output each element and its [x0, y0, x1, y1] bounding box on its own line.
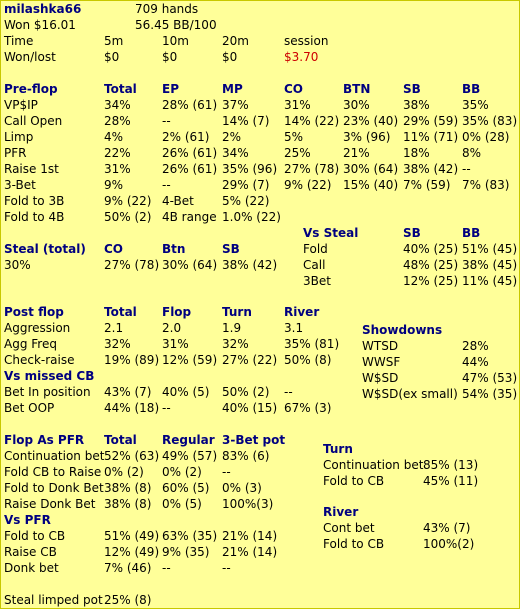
- wonlost-label: Won/lost: [4, 50, 56, 64]
- preflop-row-2-cell-4: 5%: [284, 130, 304, 144]
- postflop-row-1-cell-2: 31%: [162, 337, 189, 351]
- flop-pfr-row-0-cell-0: Continuation bet: [4, 449, 105, 463]
- vs-steal-col-bb: BB: [462, 226, 481, 240]
- preflop-row-4-cell-4: 27% (78): [284, 162, 340, 176]
- preflop-row-1-cell-0: Call Open: [4, 114, 63, 128]
- hands-count: 709 hands: [135, 2, 199, 16]
- preflop-row-4-cell-6: 38% (42): [403, 162, 459, 176]
- won-amount: Won $16.01: [4, 18, 76, 32]
- preflop-row-1-cell-2: --: [162, 114, 171, 128]
- preflop-row-0-cell-5: 30%: [343, 98, 370, 112]
- vs-steal-row-0-cell-1: 40% (25): [403, 242, 459, 256]
- turn-row-1-cell-1: 45% (11): [423, 474, 479, 488]
- steal-btn: 30% (64): [162, 258, 218, 272]
- steal-col-btn: Btn: [162, 242, 186, 256]
- missed-cb-row-1-cell-4: 67% (3): [284, 401, 332, 415]
- vs-steal-row-1-cell-2: 38% (45): [462, 258, 518, 272]
- preflop-row-1-cell-3: 14% (7): [222, 114, 270, 128]
- missed-cb-title: Vs missed CB: [4, 369, 95, 383]
- flop-pfr-row-2-cell-1: 38% (8): [104, 481, 152, 495]
- postflop-row-0-cell-4: 3.1: [284, 321, 304, 335]
- preflop-row-4-cell-2: 26% (61): [162, 162, 218, 176]
- preflop-row-4-cell-1: 31%: [104, 162, 131, 176]
- flop-pfr-row-1-cell-0: Fold CB to Raise: [4, 465, 102, 479]
- time-col-5m: 5m: [104, 34, 124, 48]
- steal-col-co: CO: [104, 242, 124, 256]
- preflop-row-1-cell-7: 35% (83): [462, 114, 518, 128]
- preflop-col-sb: SB: [403, 82, 421, 96]
- missed-cb-row-0-cell-4: --: [284, 385, 293, 399]
- preflop-col-bb: BB: [462, 82, 481, 96]
- preflop-row-7-cell-2: 4B range: [162, 210, 217, 224]
- preflop-col-co: CO: [284, 82, 304, 96]
- preflop-row-0-cell-7: 35%: [462, 98, 489, 112]
- preflop-col-mp: MP: [222, 82, 243, 96]
- time-col-20m: 20m: [222, 34, 249, 48]
- showdowns-row-2-cell-1: 47% (53): [462, 371, 518, 385]
- flop-pfr-row-3-cell-0: Raise Donk Bet: [4, 497, 96, 511]
- preflop-row-5-cell-4: 9% (22): [284, 178, 332, 192]
- postflop-row-1-cell-4: 35% (81): [284, 337, 340, 351]
- postflop-row-1-cell-0: Agg Freq: [4, 337, 57, 351]
- steal-total: 30%: [4, 258, 31, 272]
- postflop-title: Post flop: [4, 305, 64, 319]
- preflop-title: Pre-flop: [4, 82, 58, 96]
- steal-col-sb: SB: [222, 242, 240, 256]
- player-name: milashka66: [4, 2, 82, 16]
- flop-pfr-row-0-cell-1: 52% (63): [104, 449, 160, 463]
- flop-pfr-row-0-cell-3: 83% (6): [222, 449, 270, 463]
- flop-pfr-row-2-cell-0: Fold to Donk Bet: [4, 481, 104, 495]
- missed-cb-row-0-cell-3: 50% (2): [222, 385, 270, 399]
- showdowns-row-0-cell-1: 28%: [462, 339, 489, 353]
- vs-pfr-row-0-cell-3: 21% (14): [222, 529, 278, 543]
- postflop-row-0-cell-0: Aggression: [4, 321, 71, 335]
- flop-pfr-row-1-cell-2: 0% (2): [162, 465, 202, 479]
- postflop-col-total: Total: [104, 305, 137, 319]
- vs-steal-title: Vs Steal: [303, 226, 359, 240]
- bb-per-100: 56.45 BB/100: [135, 18, 217, 32]
- river-title: River: [323, 505, 359, 519]
- preflop-row-6-cell-1: 9% (22): [104, 194, 152, 208]
- time-col-session: session: [284, 34, 329, 48]
- vs-steal-row-1-cell-0: Call: [303, 258, 326, 272]
- vs-steal-row-0-cell-0: Fold: [303, 242, 328, 256]
- flop-pfr-row-3-cell-3: 100%(3): [222, 497, 274, 511]
- flop-pfr-row-0-cell-2: 49% (57): [162, 449, 218, 463]
- preflop-col-total: Total: [104, 82, 137, 96]
- preflop-row-3-cell-3: 34%: [222, 146, 249, 160]
- preflop-row-4-cell-3: 35% (96): [222, 162, 278, 176]
- vs-steal-row-2-cell-2: 11% (45): [462, 274, 518, 288]
- preflop-row-0-cell-0: VP$IP: [4, 98, 38, 112]
- postflop-row-2-cell-1: 19% (89): [104, 353, 160, 367]
- steal-co: 27% (78): [104, 258, 160, 272]
- preflop-row-6-cell-3: 5% (22): [222, 194, 270, 208]
- preflop-row-2-cell-6: 11% (71): [403, 130, 459, 144]
- preflop-col-ep: EP: [162, 82, 179, 96]
- showdowns-row-3-cell-0: W$SD(ex small): [362, 387, 458, 401]
- preflop-row-5-cell-1: 9%: [104, 178, 124, 192]
- preflop-row-3-cell-6: 18%: [403, 146, 430, 160]
- vs-steal-row-2-cell-1: 12% (25): [403, 274, 459, 288]
- postflop-row-1-cell-1: 32%: [104, 337, 131, 351]
- preflop-row-4-cell-7: --: [462, 162, 471, 176]
- preflop-row-7-cell-3: 1.0% (22): [222, 210, 281, 224]
- vs-steal-col-sb: SB: [403, 226, 421, 240]
- preflop-row-5-cell-7: 7% (83): [462, 178, 510, 192]
- missed-cb-row-1-cell-0: Bet OOP: [4, 401, 55, 415]
- steal-sb: 38% (42): [222, 258, 278, 272]
- wonlost-20m: $0: [222, 50, 238, 64]
- vs-steal-row-2-cell-0: 3Bet: [303, 274, 331, 288]
- missed-cb-row-1-cell-3: 40% (15): [222, 401, 278, 415]
- preflop-row-2-cell-1: 4%: [104, 130, 124, 144]
- wonlost-5m: $0: [104, 50, 120, 64]
- showdowns-row-2-cell-0: W$SD: [362, 371, 399, 385]
- river-row-1-cell-0: Fold to CB: [323, 537, 385, 551]
- postflop-row-0-cell-2: 2.0: [162, 321, 182, 335]
- preflop-row-2-cell-7: 0% (28): [462, 130, 510, 144]
- turn-row-0-cell-0: Continuation bet: [323, 458, 424, 472]
- postflop-row-0-cell-1: 2.1: [104, 321, 124, 335]
- postflop-row-2-cell-2: 12% (59): [162, 353, 218, 367]
- preflop-row-3-cell-0: PFR: [4, 146, 27, 160]
- missed-cb-row-0-cell-1: 43% (7): [104, 385, 152, 399]
- wonlost-10m: $0: [162, 50, 178, 64]
- preflop-row-4-cell-0: Raise 1st: [4, 162, 59, 176]
- postflop-col-turn: Turn: [222, 305, 252, 319]
- vs-pfr-row-0-cell-2: 63% (35): [162, 529, 218, 543]
- flop-pfr-col-3bet: 3-Bet pot: [222, 433, 286, 447]
- flop-pfr-row-1-cell-3: --: [222, 465, 231, 479]
- preflop-row-1-cell-6: 29% (59): [403, 114, 459, 128]
- time-label: Time: [4, 34, 34, 48]
- vs-pfr-row-1-cell-0: Raise CB: [4, 545, 57, 559]
- flop-pfr-row-2-cell-2: 60% (5): [162, 481, 210, 495]
- preflop-row-5-cell-5: 15% (40): [343, 178, 399, 192]
- steal-title: Steal (total): [4, 242, 86, 256]
- flop-pfr-title: Flop As PFR: [4, 433, 85, 447]
- missed-cb-row-1-cell-1: 44% (18): [104, 401, 160, 415]
- preflop-row-5-cell-2: --: [162, 178, 171, 192]
- postflop-row-2-cell-3: 27% (22): [222, 353, 278, 367]
- preflop-row-5-cell-6: 7% (59): [403, 178, 451, 192]
- preflop-row-1-cell-4: 14% (22): [284, 114, 340, 128]
- preflop-row-3-cell-5: 21%: [343, 146, 370, 160]
- turn-row-1-cell-0: Fold to CB: [323, 474, 385, 488]
- showdowns-row-1-cell-1: 44%: [462, 355, 489, 369]
- preflop-row-5-cell-3: 29% (7): [222, 178, 270, 192]
- vs-pfr-row-2-cell-3: --: [222, 561, 231, 575]
- preflop-row-7-cell-1: 50% (2): [104, 210, 152, 224]
- preflop-row-3-cell-1: 22%: [104, 146, 131, 160]
- vs-pfr-row-1-cell-1: 12% (49): [104, 545, 160, 559]
- missed-cb-row-0-cell-0: Bet In position: [4, 385, 91, 399]
- flop-pfr-col-total: Total: [104, 433, 137, 447]
- flop-pfr-col-regular: Regular: [162, 433, 215, 447]
- turn-row-0-cell-1: 85% (13): [423, 458, 479, 472]
- showdowns-row-0-cell-0: WTSD: [362, 339, 399, 353]
- preflop-row-0-cell-3: 37%: [222, 98, 249, 112]
- preflop-col-btn: BTN: [343, 82, 371, 96]
- preflop-row-2-cell-3: 2%: [222, 130, 242, 144]
- vs-pfr-row-0-cell-1: 51% (49): [104, 529, 160, 543]
- vs-steal-row-0-cell-2: 51% (45): [462, 242, 518, 256]
- vs-pfr-row-2-cell-1: 7% (46): [104, 561, 152, 575]
- flop-pfr-row-3-cell-2: 0% (5): [162, 497, 202, 511]
- flop-pfr-row-1-cell-1: 0% (2): [104, 465, 144, 479]
- showdowns-title: Showdowns: [362, 323, 443, 337]
- preflop-row-5-cell-0: 3-Bet: [4, 178, 36, 192]
- river-row-0-cell-1: 43% (7): [423, 521, 471, 535]
- showdowns-row-3-cell-1: 54% (35): [462, 387, 518, 401]
- preflop-row-4-cell-5: 30% (64): [343, 162, 399, 176]
- postflop-row-0-cell-3: 1.9: [222, 321, 242, 335]
- postflop-row-1-cell-3: 32%: [222, 337, 249, 351]
- vs-pfr-row-0-cell-0: Fold to CB: [4, 529, 66, 543]
- turn-title: Turn: [323, 442, 353, 456]
- river-row-1-cell-1: 100%(2): [423, 537, 475, 551]
- postflop-row-2-cell-0: Check-raise: [4, 353, 75, 367]
- preflop-row-6-cell-0: Fold to 3B: [4, 194, 65, 208]
- preflop-row-2-cell-2: 2% (61): [162, 130, 210, 144]
- steal-limped-label: Steal limped pot: [4, 593, 103, 607]
- preflop-row-6-cell-2: 4-Bet: [162, 194, 194, 208]
- preflop-row-3-cell-2: 26% (61): [162, 146, 218, 160]
- flop-pfr-row-2-cell-3: 0% (3): [222, 481, 262, 495]
- time-col-10m: 10m: [162, 34, 189, 48]
- preflop-row-7-cell-0: Fold to 4B: [4, 210, 65, 224]
- postflop-col-flop: Flop: [162, 305, 192, 319]
- preflop-row-3-cell-7: 8%: [462, 146, 482, 160]
- vs-pfr-row-1-cell-3: 21% (14): [222, 545, 278, 559]
- missed-cb-row-1-cell-2: --: [162, 401, 171, 415]
- postflop-col-river: River: [284, 305, 320, 319]
- preflop-row-1-cell-1: 28%: [104, 114, 131, 128]
- flop-pfr-row-3-cell-1: 38% (8): [104, 497, 152, 511]
- missed-cb-row-0-cell-2: 40% (5): [162, 385, 210, 399]
- preflop-row-0-cell-4: 31%: [284, 98, 311, 112]
- vs-pfr-row-2-cell-0: Donk bet: [4, 561, 59, 575]
- preflop-row-2-cell-0: Limp: [4, 130, 34, 144]
- showdowns-row-1-cell-0: WWSF: [362, 355, 401, 369]
- steal-limped-value: 25% (8): [104, 593, 152, 607]
- preflop-row-0-cell-2: 28% (61): [162, 98, 218, 112]
- wonlost-session: $3.70: [284, 50, 319, 64]
- preflop-row-0-cell-6: 38%: [403, 98, 430, 112]
- vs-steal-row-1-cell-1: 48% (25): [403, 258, 459, 272]
- preflop-row-3-cell-4: 25%: [284, 146, 311, 160]
- vs-pfr-row-2-cell-2: --: [162, 561, 171, 575]
- postflop-row-2-cell-4: 50% (8): [284, 353, 332, 367]
- preflop-row-0-cell-1: 34%: [104, 98, 131, 112]
- vs-pfr-title: Vs PFR: [4, 513, 51, 527]
- river-row-0-cell-0: Cont bet: [323, 521, 375, 535]
- preflop-row-2-cell-5: 3% (96): [343, 130, 391, 144]
- preflop-row-1-cell-5: 23% (40): [343, 114, 399, 128]
- vs-pfr-row-1-cell-2: 9% (35): [162, 545, 210, 559]
